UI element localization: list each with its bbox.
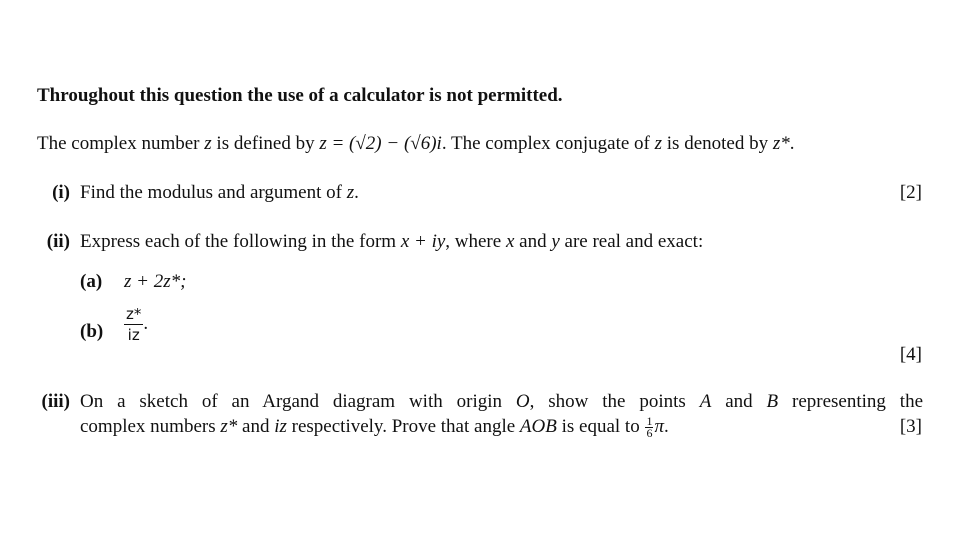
intro-part: is defined by <box>211 133 320 154</box>
intro-var-z: z <box>204 133 212 154</box>
part-iii-origin: O <box>515 391 530 412</box>
part-ii-form: x + iy <box>400 231 446 252</box>
part-iii-zstar: z* <box>220 416 238 437</box>
part-ii-b-label: (b) <box>80 321 104 342</box>
part-iii-point-b: B <box>766 391 779 412</box>
part-ii-b-fraction <box>124 305 143 344</box>
intro-part: . The complex conjugate of <box>441 133 655 154</box>
part-i-body: Find the modulus and argument of <box>80 182 347 203</box>
intro-equation: z = (√2) − (√6)i <box>319 133 442 154</box>
part-ii-b-end: . <box>143 312 149 334</box>
part-ii-number: (ii) <box>46 231 70 252</box>
part-iii-fraction <box>645 416 653 439</box>
intro-text <box>37 132 795 156</box>
part-iii-body: and <box>711 391 767 412</box>
part-iii-body: respectively. Prove that angle <box>286 416 520 437</box>
part-iii-body: representing the <box>778 391 924 412</box>
part-iii-body: On a sketch of an Argand diagram with origin <box>80 391 516 412</box>
part-iii-line1 <box>80 390 923 414</box>
part-iii-body: complex numbers <box>80 416 221 437</box>
part-i-text <box>80 181 359 205</box>
part-iii-iz: iz <box>274 416 287 437</box>
part-iii-angle: AOB <box>519 416 557 437</box>
fraction-denominator: iz <box>127 326 140 344</box>
part-i-marks: [2] <box>899 182 922 203</box>
part-ii-text <box>80 230 703 254</box>
intro-part: is denoted by <box>662 133 773 154</box>
part-iii-body: is equal to <box>556 416 645 437</box>
intro-part: . <box>789 133 795 154</box>
part-iii-body: and <box>237 416 275 437</box>
part-ii-body: and <box>514 231 552 252</box>
intro-part: The complex number <box>37 133 205 154</box>
part-ii-a-label: (a) <box>80 271 103 292</box>
part-iii-end: . <box>664 416 669 437</box>
part-ii-marks: [4] <box>899 344 922 365</box>
fraction-denominator: 6 <box>646 426 653 441</box>
part-i-end: . <box>354 182 359 203</box>
part-iii-number: (iii) <box>41 391 70 412</box>
part-i-var: z <box>346 182 355 203</box>
part-iii-body: , show the points <box>529 391 700 412</box>
part-ii-var-y: y <box>551 231 560 252</box>
intro-var-zstar: z* <box>772 133 790 154</box>
part-ii-a-expression: z + 2z*; <box>124 271 187 292</box>
instruction-text: Throughout this question the use of a calculator is not permitted. <box>37 85 563 106</box>
fraction-numerator: z* <box>126 305 142 323</box>
fraction-numerator: 1 <box>646 414 653 429</box>
part-ii-b-expression <box>124 305 148 344</box>
part-iii-point-a: A <box>699 391 712 412</box>
part-i-number: (i) <box>52 182 70 203</box>
intro-var-z: z <box>654 133 663 154</box>
part-iii-pi: π <box>654 416 664 437</box>
part-ii-body: , where <box>445 231 506 252</box>
part-iii-marks: [3] <box>899 416 922 437</box>
part-ii-var-x: x <box>505 231 515 252</box>
part-ii-body: are real and exact: <box>559 231 704 252</box>
part-ii-body: Express each of the following in the form <box>80 231 401 252</box>
part-iii-line2 <box>80 415 669 439</box>
